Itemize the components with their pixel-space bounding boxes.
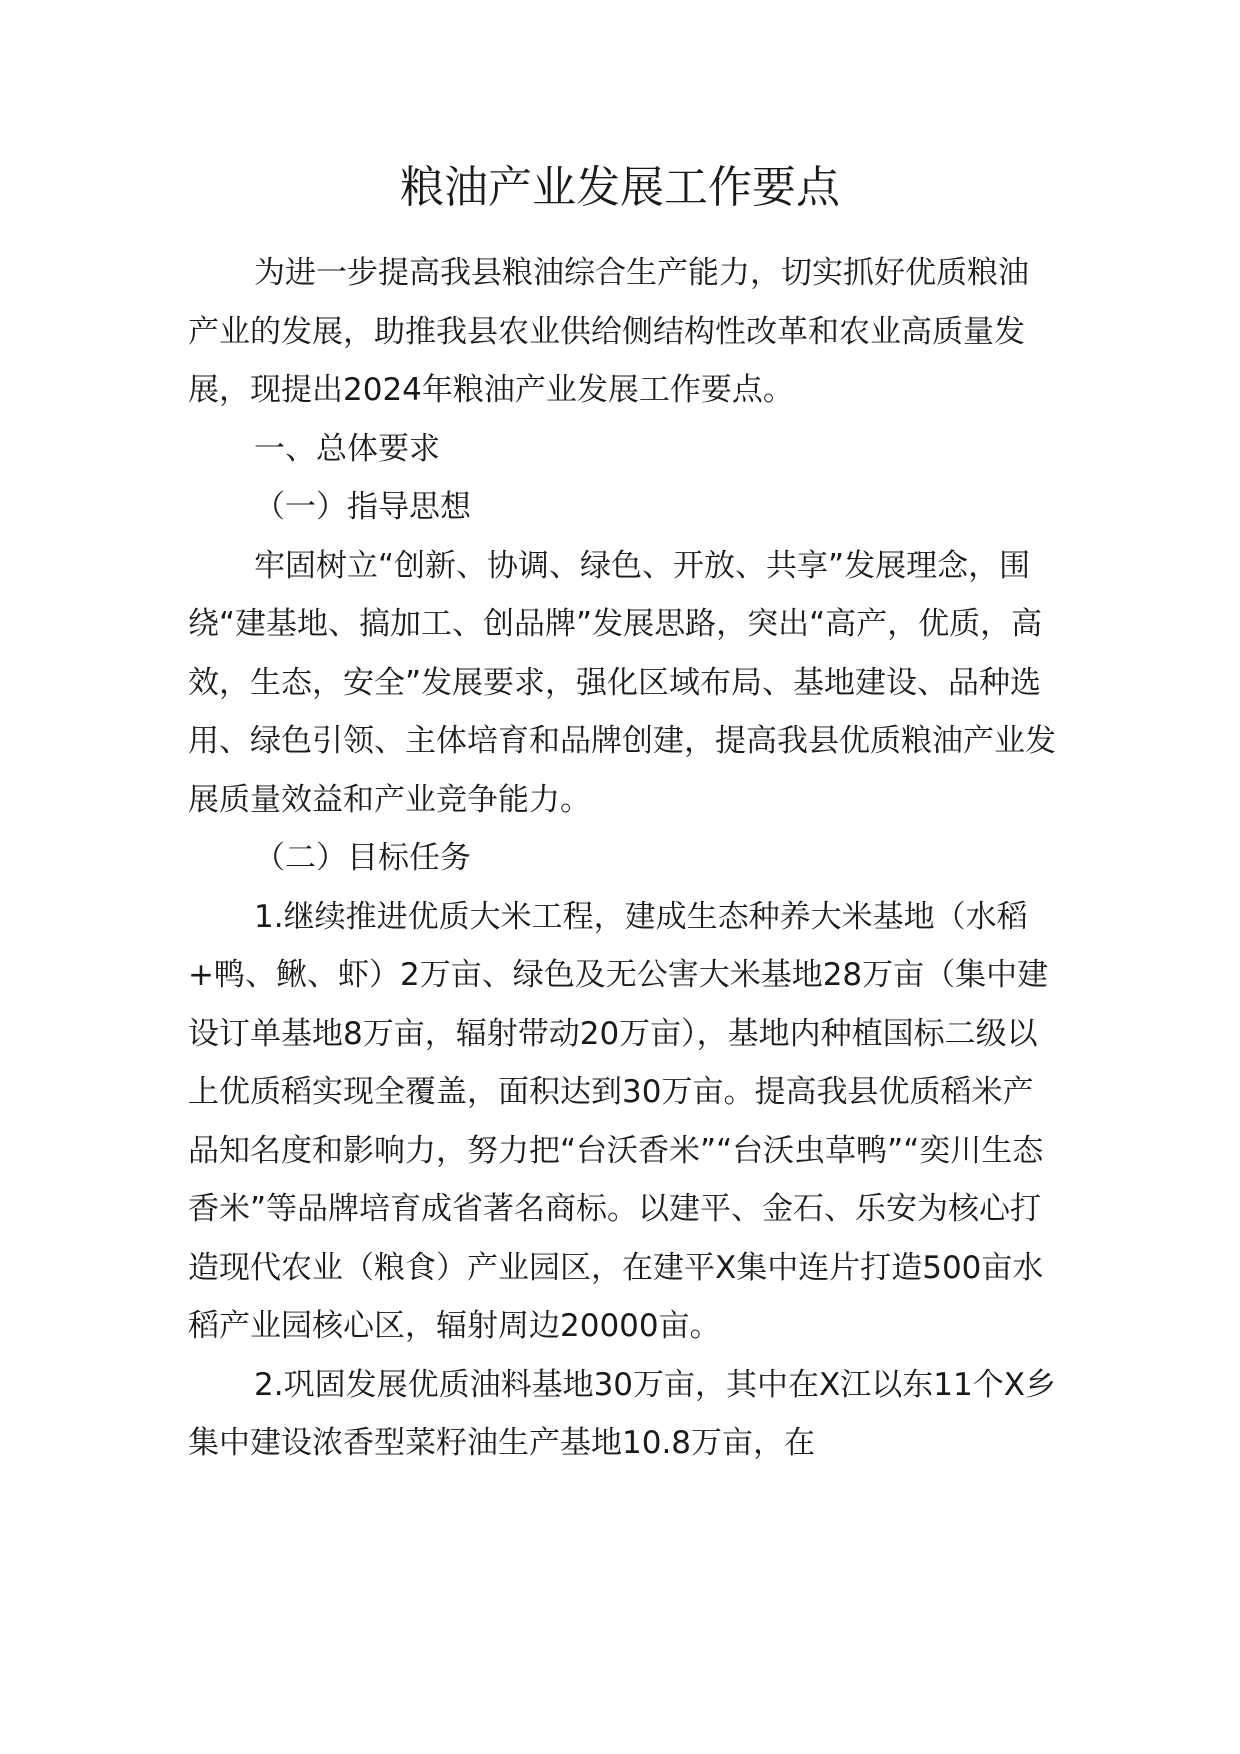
task-item-2-paragraph: 2.巩固发展优质油料基地30万亩，其中在X江以东11个X乡集中建设浓香型菜籽油生产基地10.8万亩，在	[188, 1366, 1056, 1461]
document-body	[188, 244, 1058, 1473]
intro-paragraph: 为进一步提高我县粮油综合生产能力，切实抓好优质粮油产业的发展，助推我县农业供给侧结构性改革和农业高质量发展，现提出2024年粮油产业发展工作要点。	[188, 255, 1029, 408]
subsection-heading-guiding-ideology: （一）指导思想	[254, 489, 471, 525]
subsection-heading-target-tasks: （二）目标任务	[254, 840, 471, 876]
section-heading-general-requirements: 一、总体要求	[254, 430, 440, 467]
document-title: 粮油产业发展工作要点	[400, 162, 840, 213]
task-item-1-paragraph: 1.继续推进优质大米工程，建成生态种养大米基地（水稻+鸭、鳅、虾）2万亩、绿色及无公害大米基地28万亩（集中建设订单基地8万亩，辐射带动20万亩），基地内种植国标二级以上优质稻实现全覆盖，面积达到30万亩。提高我县优质稻米产品知名度和影响力，努力把“台沃香米”“台沃虫草鸭”“奕川生态香米”等品牌培育成省著名商标。以建平、金石、乐安为核心打造现代农业（粮食）产业园区，在建平X集中连片打造500亩水稻产业园核心区，辐射周边20000亩。	[188, 898, 1049, 1344]
guiding-ideology-paragraph: 牢固树立“创新、协调、绿色、开放、共享”发展理念，围绕“建基地、搞加工、创品牌”发展思路，突出“高产，优质，高效，生态，安全”发展要求，强化区域布局、基地建设、品种选用、绿色引领、主体培育和品牌创建，提高我县优质粮油产业发展质量效益和产业竞争能力。	[188, 547, 1056, 818]
